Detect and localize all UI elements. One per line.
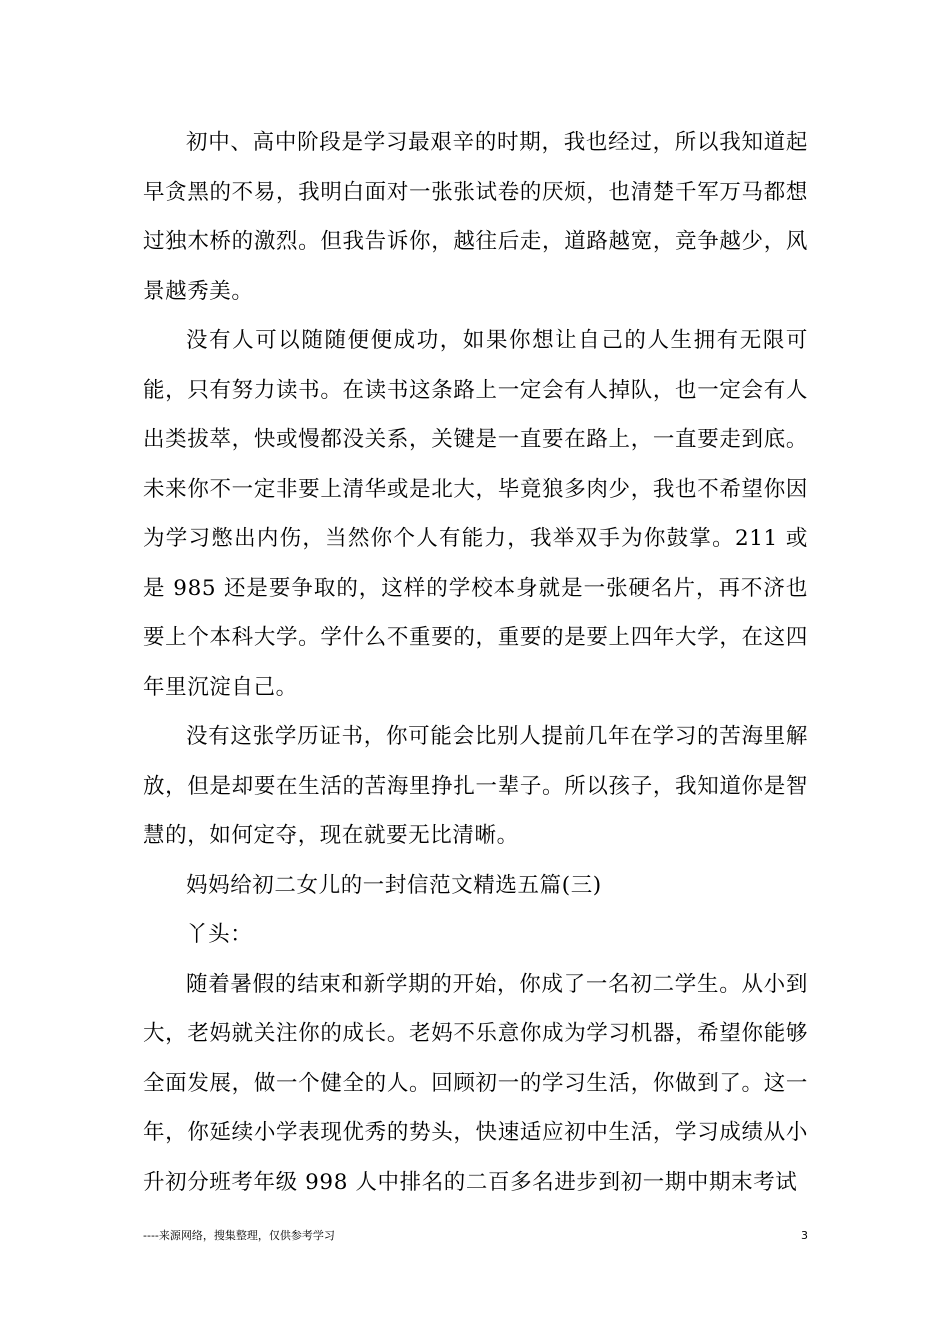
- paragraph-2: 没有人可以随随便便成功，如果你想让自己的人生拥有无限可能，只有努力读书。在读书这条路上一定会有人掉队，也一定会有人出类拔萃，快或慢都没关系，关键是一直要在路上，一直要走到底。未来你不一定非要上清华或是北大，毕竟狼多肉少，我也不希望你因为学习憋出内伤，当然你个人有能力，我举双手为你鼓掌。211 或是 985 还是要争取的，这样的学校本身就是一张硬名片，再不济也要上个本科大学。学什么不重要的，重要的是要上四年大学，在这四年里沉淀自己。: [143, 328, 808, 700]
- document-body: [143, 118, 808, 1207]
- paragraph-1: 初中、高中阶段是学习最艰辛的时期，我也经过，所以我知道起早贪黑的不易，我明白面对一张张试卷的厌烦，也清楚千军万马都想过独木桥的激烈。但我告诉你，越往后走，道路越宽，竞争越少，风景越秀美。: [143, 130, 808, 304]
- letter-salutation: 丫头：: [186, 922, 253, 947]
- page-footer: [143, 1226, 808, 1246]
- section-heading: 妈妈给初二女儿的一封信范文精选五篇(三): [186, 872, 602, 898]
- footer-source-note: ----来源网络，搜集整理，仅供参考学习: [143, 1229, 335, 1242]
- paragraph-3: 没有这张学历证书，你可能会比别人提前几年在学习的苦海里解放，但是却要在生活的苦海里挣扎一辈子。所以孩子，我知道你是智慧的，如何定夺，现在就要无比清晰。: [143, 724, 808, 848]
- page-number: 3: [801, 1229, 808, 1242]
- paragraph-4: 随着暑假的结束和新学期的开始，你成了一名初二学生。从小到大，老妈就关注你的成长。老妈不乐意你成为学习机器，希望你能够全面发展，做一个健全的人。回顾初一的学习生活，你做到了。这一年，你延续小学表现优秀的势头，快速适应初中生活，学习成绩从小升初分班考年级 998 人中排名的二百多名进步到初一期中期末考试: [143, 971, 808, 1195]
